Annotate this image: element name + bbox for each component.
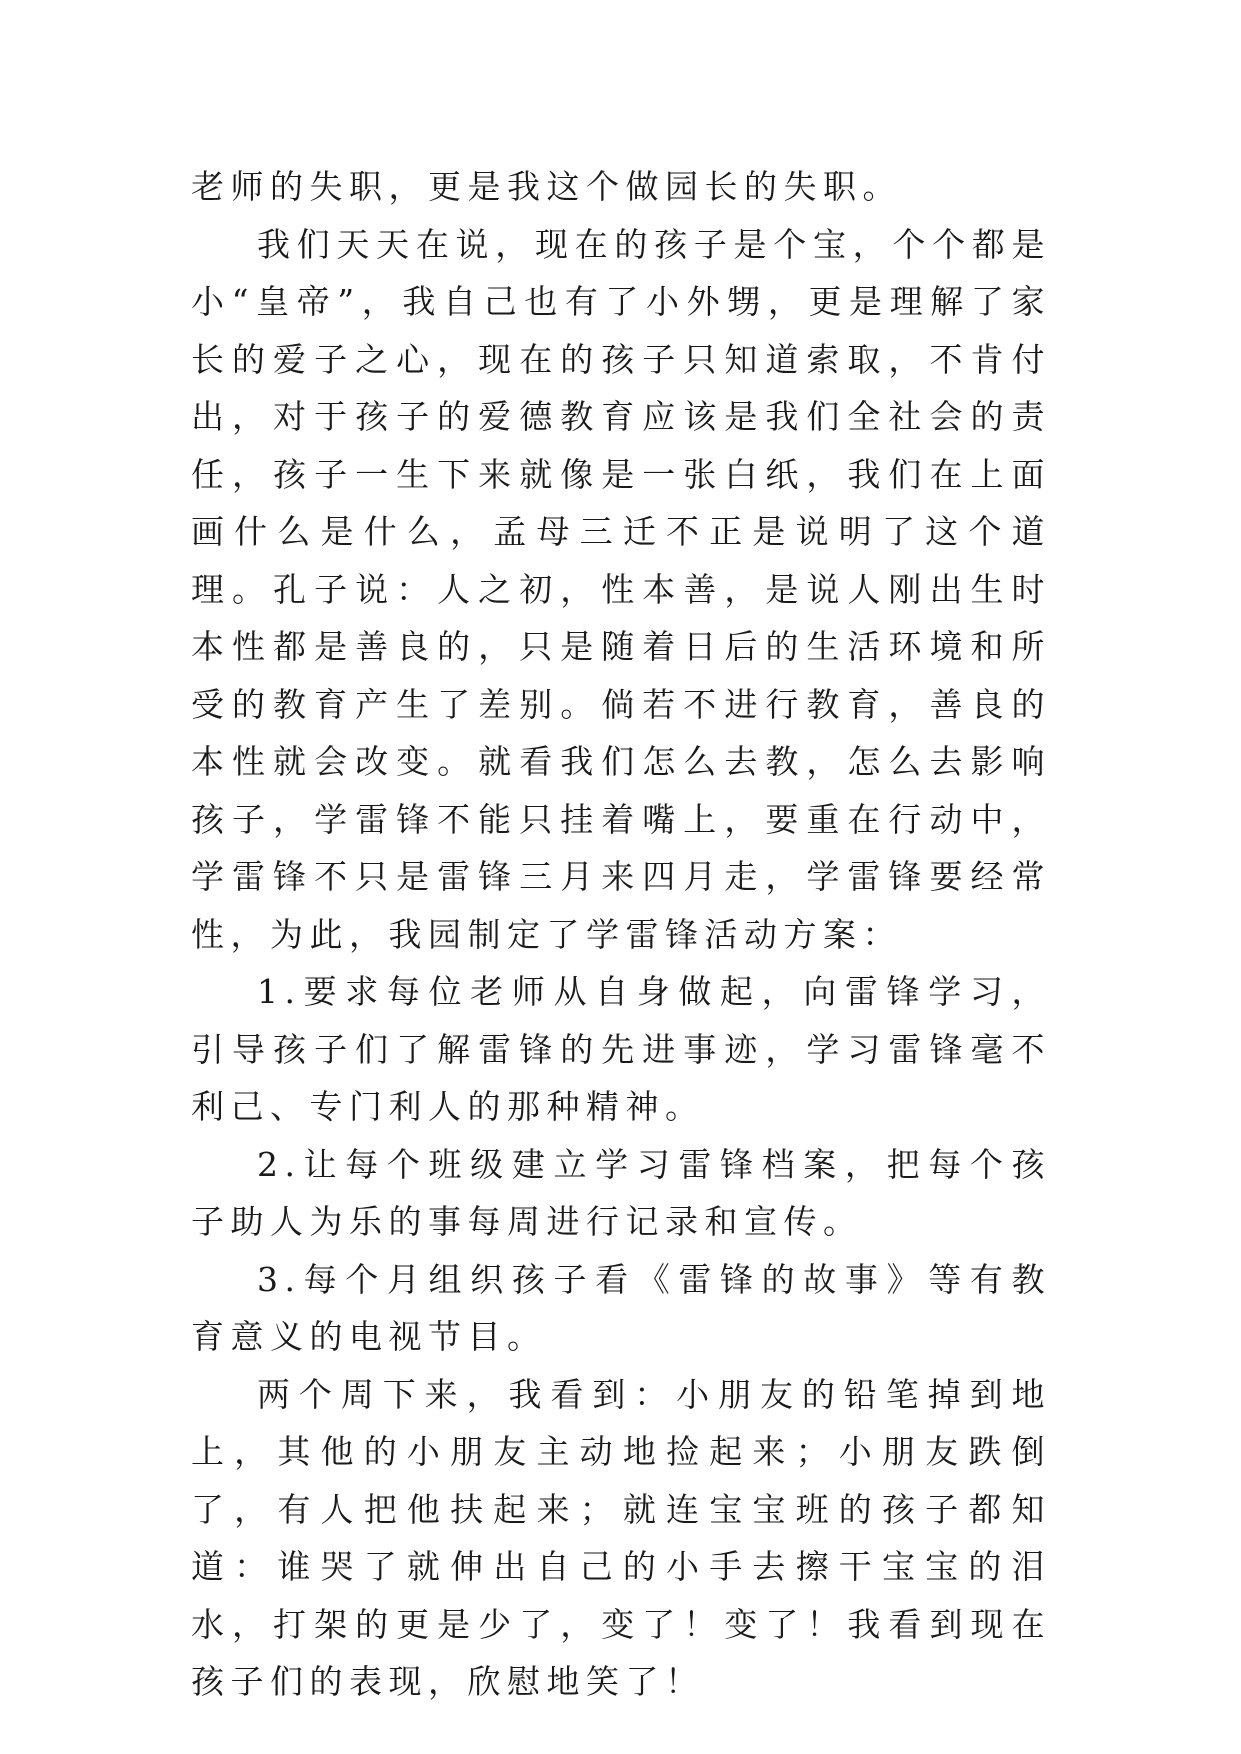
paragraph-body: 我们天天在说，现在的孩子是个宝，个个都是小“皇帝”，我自己也有了小外甥，更是理解了家长的爱子之心，现在的孩子只知道索取，不肯付出，对于孩子的爱德教育应该是我们全社会的责任，孩子一生下来就像是一张白纸，我们在上面画什么是什么，孟母三迁不正是说明了这个道理。孔子说：人之初，性本善，是说人刚出生时本性都是善良的，只是随着日后的生活环境和所受的教育产生了差别。倘若不进行教育，善良的本性就会改变。就看我们怎么去教，怎么去影响孩子，学雷锋不能只挂着嘴上，要重在行动中，学雷锋不只是雷锋三月来四月走，学雷锋要经常性，为此，我园制定了学雷锋活动方案： — [191, 224, 1051, 954]
paragraph-conclusion: 两个周下来，我看到：小朋友的铅笔掉到地上，其他的小朋友主动地捡起来；小朋友跌倒了，有人把他扶起来；就连宝宝班的孩子都知道：谁哭了就伸出自己的小手去擦干宝宝的泪水，打架的更是少了，变了！变了！我看到现在孩子们的表现，欣慰地笑了！ — [191, 1374, 1051, 1701]
document-page — [191, 158, 1051, 1711]
paragraph-continued: 老师的失职，更是我这个做园长的失职。 — [191, 167, 902, 206]
list-item-3: 3.每个月组织孩子看《雷锋的故事》等有教育意义的电视节目。 — [191, 1259, 1051, 1356]
list-item-2: 2.让每个班级建立学习雷锋档案，把每个孩子助人为乐的事每周进行记录和宣传。 — [191, 1144, 1051, 1241]
list-item-1: 1.要求每位老师从自身做起，向雷锋学习，引导孩子们了解雷锋的先进事迹，学习雷锋毫不利己、专门利人的那种精神。 — [191, 972, 1051, 1126]
